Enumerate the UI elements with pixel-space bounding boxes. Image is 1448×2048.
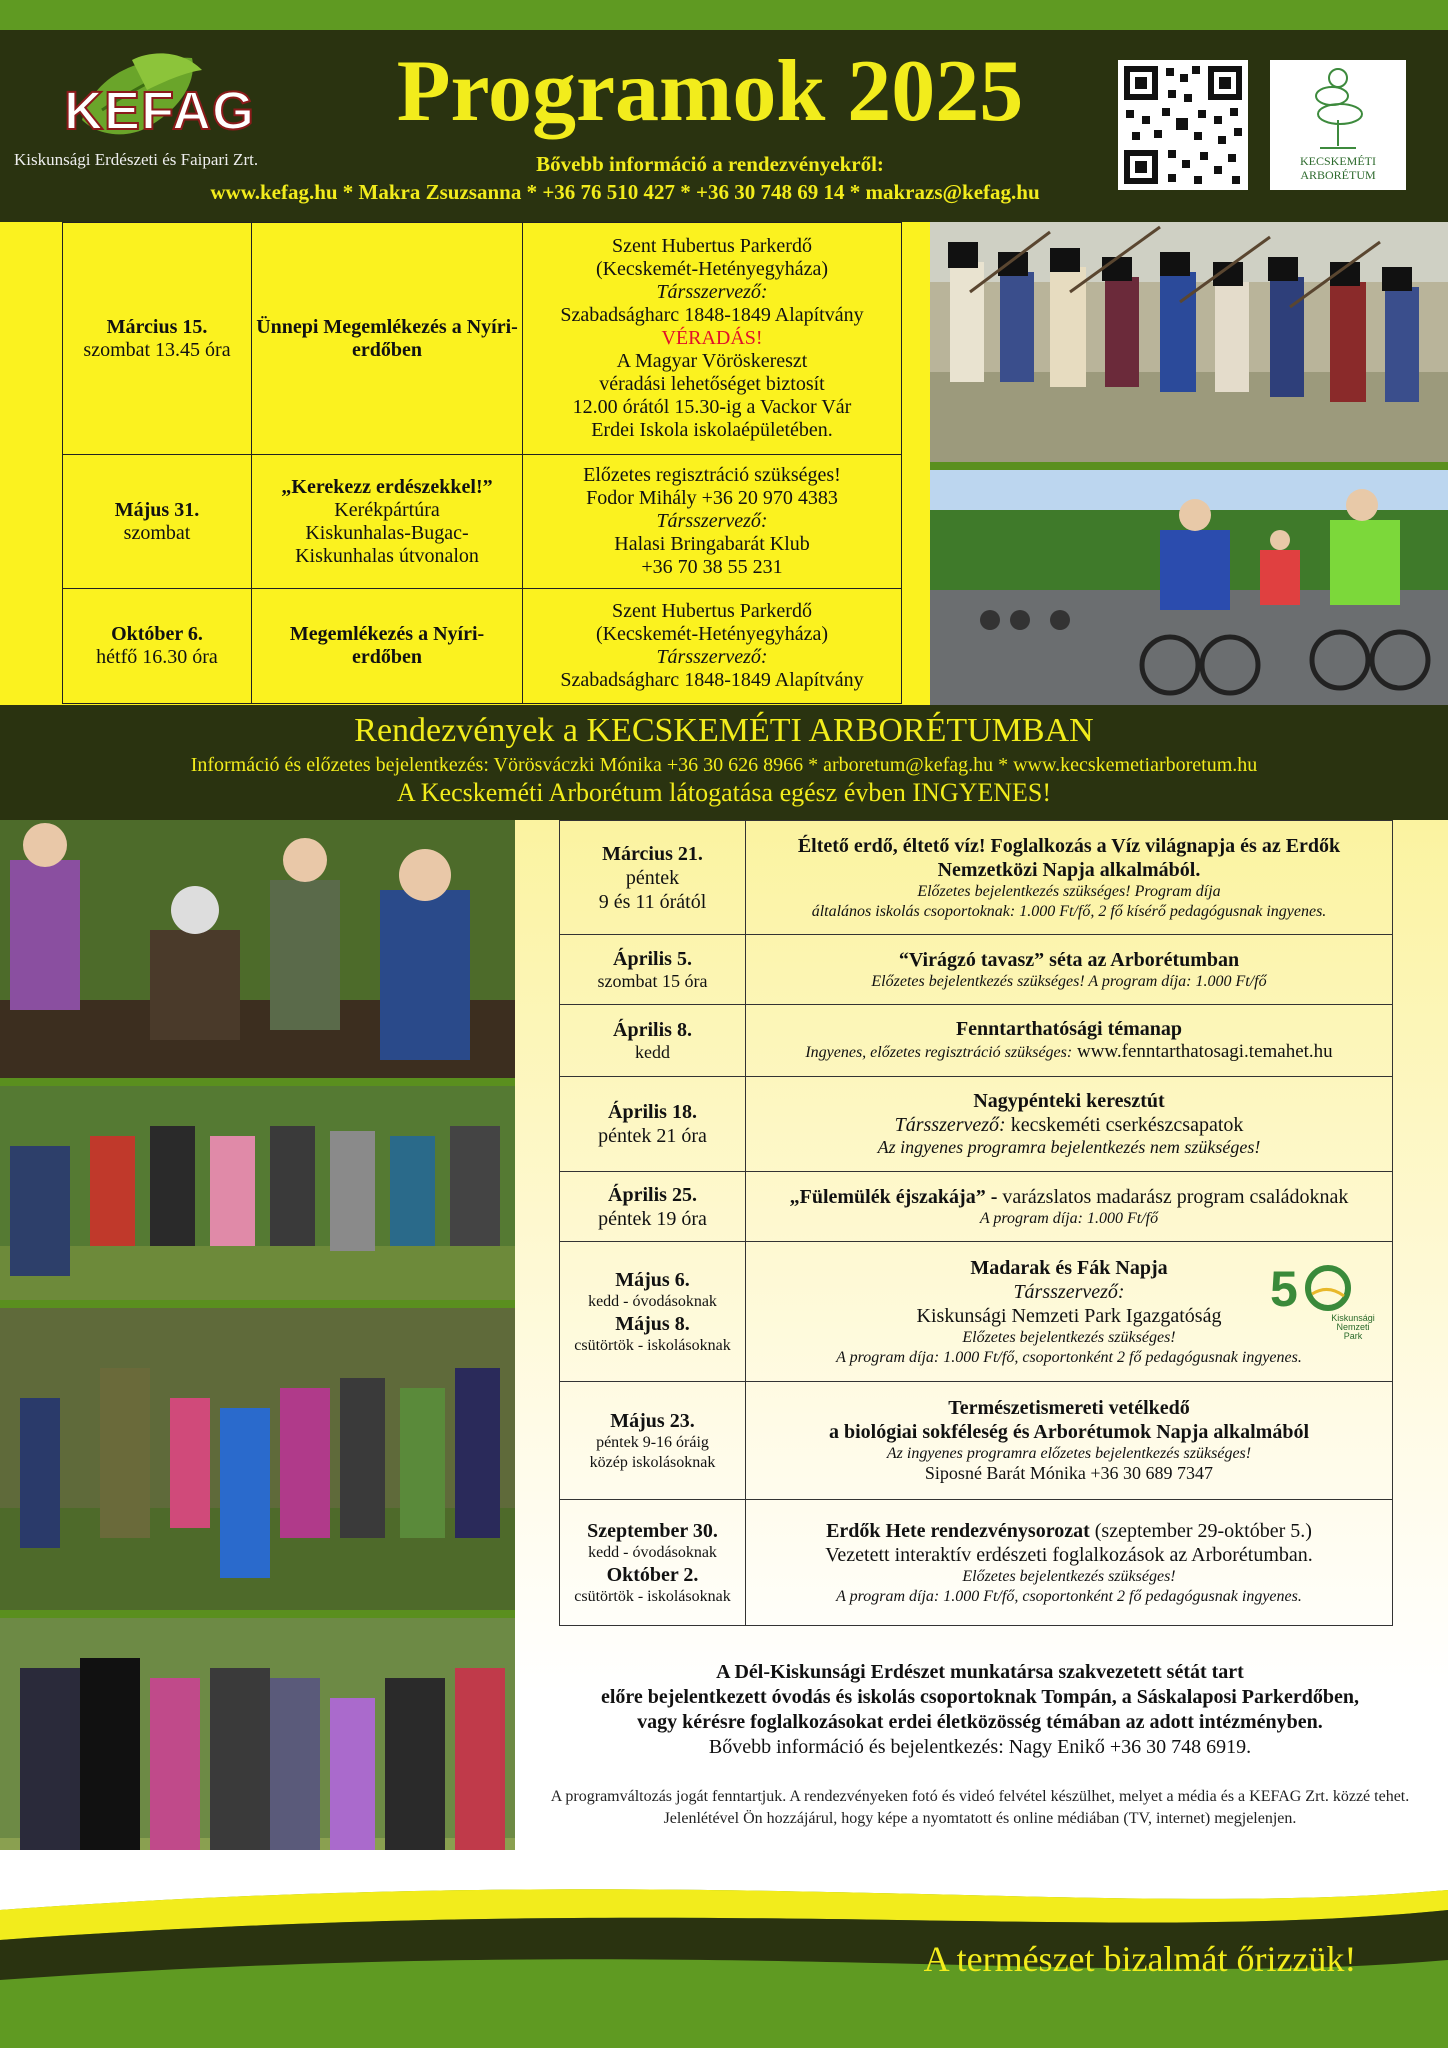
table-row — [560, 1172, 1393, 1242]
info-line: Bővebb információ a rendezvényekről: — [536, 152, 884, 176]
table-row — [63, 455, 902, 589]
park-badge-label: Kiskunsági Nemzeti Park — [1331, 1313, 1375, 1341]
top-stripe — [0, 0, 1448, 30]
forest-class-photo — [0, 1308, 515, 1610]
group-walk-photo — [0, 1086, 515, 1300]
contact-line: www.kefag.hu * Makra Zsuzsanna * +36 76 510 427 * +36 30 748 69 14 * makrazs@kefag.hu — [210, 180, 1040, 204]
event-description: Madarak és Fák Napja Társszervező: Kiskunsági Nemzeti Park Igazgatóság Előzetes bejelentkezés szükséges! A program díja: 1.000 Ft/fő, csoportonként 2 fő pedagógusnak ingyenes. 5 Kiskunsági Nemzeti Park — [746, 1242, 1393, 1382]
event-name: Ünnepi Megemlékezés a Nyíri-erdőben — [252, 223, 523, 455]
top-events-table — [62, 222, 902, 704]
table-row — [63, 589, 902, 704]
event-description: Természetismereti vetélkedő a biológiai sokféleség és Arborétumok Napja alkalmából Az ingyenes programra előzetes bejelentkezés szükséges! Siposné Barát Mónika +36 30 689 7347 — [746, 1382, 1393, 1500]
svg-text:5: 5 — [1270, 1261, 1298, 1317]
event-url[interactable]: www.fenntarthatosagi.temahet.hu — [1072, 1041, 1333, 1063]
table-row — [560, 1500, 1393, 1626]
table-row — [560, 1077, 1393, 1172]
event-date: Április 25. péntek 19 óra — [560, 1172, 746, 1242]
event-date: Március 15. szombat 13.45 óra — [63, 223, 252, 455]
tree-icon — [1270, 60, 1406, 154]
kefag-logo: KEFAG — [64, 81, 256, 141]
event-details: Előzetes regisztráció szükséges! Fodor Mihály +36 20 970 4383 Társszervező: Halasi Bringabarát Klub +36 70 38 55 231 — [523, 455, 902, 589]
event-name: „Kerekezz erdészekkel!” Kerékpártúra Kiskunhalas-Bugac- Kiskunhalas útvonalon — [252, 455, 523, 589]
children-planting-photo — [0, 820, 515, 1078]
event-date: Április 5. szombat 15 óra — [560, 935, 746, 1005]
event-date: Május 31. szombat — [63, 455, 252, 589]
table-row — [63, 223, 902, 455]
event-date: Március 21. péntek 9 és 11 órától — [560, 821, 746, 935]
event-date: Április 18. péntek 21 óra — [560, 1077, 746, 1172]
event-date: Május 23. péntek 9-16 óráig közép iskolásoknak — [560, 1382, 746, 1500]
event-details: Szent Hubertus Parkerdő (Kecskemét-Hetényegyháza) Társszervező: Szabadságharc 1848-1849 Alapítvány — [523, 589, 902, 704]
slogan: A természet bizalmát őrizzük! — [923, 1939, 1357, 1979]
event-description: “Virágzó tavasz” séta az Arborétumban Előzetes bejelentkezés szükséges! A program díja: 1.000 Ft/fő — [746, 935, 1393, 1005]
event-date: Október 6. hétfő 16.30 óra — [63, 589, 252, 704]
event-description: Éltető erdő, éltető víz! Foglalkozás a Víz világnapja és az Erdők Nemzetközi Napja alkalmából. Előzetes bejelentkezés szükséges! Program díja általános iskolás csoportoknak: 1.000 Ft/fő, 2 fő kísérő pedagógusnak ingyenes. — [746, 821, 1393, 935]
page-title: Programok 2025 — [396, 43, 1024, 140]
table-row — [560, 821, 1393, 935]
arboretum-info: Információ és előzetes bejelentkezés: Vörösváczki Mónika +36 30 626 8966 * arboretum@kefag.hu * www.kecskemetiarboretum.hu — [190, 754, 1258, 776]
event-description: Erdők Hete rendezvénysorozat (szeptember 29-október 5.) Vezetett interaktív erdészeti foglalkozások az Arborétumban. Előzetes bejelentkezés szükséges! A program díja: 1.000 Ft/fő, csoportonként 2 fő pedagógusnak ingyenes. — [746, 1500, 1393, 1626]
del-kiskunsag-info: A Dél-Kiskunsági Erdészet munkatársa szakvezetett sétát tart előre bejelentkezett óvodás és iskolás csoportoknak Tompán, a Sáskalaposi Parkerdőben, vagy kérésre foglalkozásokat erdei életközösség témában az adott intézményben. Bővebb információ és bejelentkezés: Nagy Enikő +36 30 748 6919. — [600, 1661, 1360, 1758]
alert-text: VÉRADÁS! — [661, 327, 763, 349]
qr-code-icon[interactable] — [1118, 60, 1248, 190]
cyclists-photo — [930, 470, 1448, 705]
event-description: „Fülemülék éjszakája” - varázslatos madarász program családoknak A program díja: 1.000 Ft/fő — [746, 1172, 1393, 1242]
company-name: Kiskunsági Erdészeti és Faipari Zrt. — [14, 150, 259, 169]
event-description: Fenntarthatósági témanap Ingyenes, előzetes regisztráció szükséges: www.fenntarthatosagi.temahet.hu — [746, 1005, 1393, 1077]
event-name: Megemlékezés a Nyíri-erdőben — [252, 589, 523, 704]
reenactment-photo — [930, 222, 1448, 462]
disclaimer: A programváltozás jogát fenntartjuk. A rendezvényeken fotó és videó felvétel készülhet, melyet a média és a KEFAG Zrt. közzé tehet. Jelenlétével Ön hozzájárul, hogy képe a nyomtatott és online médiában (TV, internet) megjelenjen. — [550, 1788, 1410, 1827]
table-row — [560, 1382, 1393, 1500]
table-row — [560, 935, 1393, 1005]
table-row — [560, 1242, 1393, 1382]
arboretum-logo-text: KECSKEMÉTI ARBORÉTUM — [1300, 154, 1376, 183]
event-date: Április 8. kedd — [560, 1005, 746, 1077]
arboretum-events-table — [559, 820, 1393, 1626]
arboretum-logo — [1270, 60, 1406, 190]
event-date: Szeptember 30. kedd - óvodásoknak Október 2. csütörtök - iskolásoknak — [560, 1500, 746, 1626]
table-row — [560, 1005, 1393, 1077]
arboretum-free-entry: A Kecskeméti Arborétum látogatása egész évben INGYENES! — [396, 778, 1052, 807]
national-park-50-badge — [1268, 1254, 1378, 1341]
event-date: Május 6. kedd - óvodásoknak Május 8. csütörtök - iskolásoknak — [560, 1242, 746, 1382]
event-details: Szent Hubertus Parkerdő (Kecskemét-Hetényegyháza) Társszervező: Szabadságharc 1848-1849 Alapítvány VÉRADÁS! A Magyar Vöröskereszt véradási lehetőséget biztosít 12.00 órától 15.30-ig a Vackor Vár Erdei Iskola iskolaépületében. — [523, 223, 902, 455]
arboretum-title: Rendezvények a KECSKEMÉTI ARBORÉTUMBAN — [354, 712, 1094, 749]
event-description: Nagypénteki keresztút Társszervező: kecskeméti cserkészcsapatok Az ingyenes programra bejelentkezés nem szükséges! — [746, 1077, 1393, 1172]
